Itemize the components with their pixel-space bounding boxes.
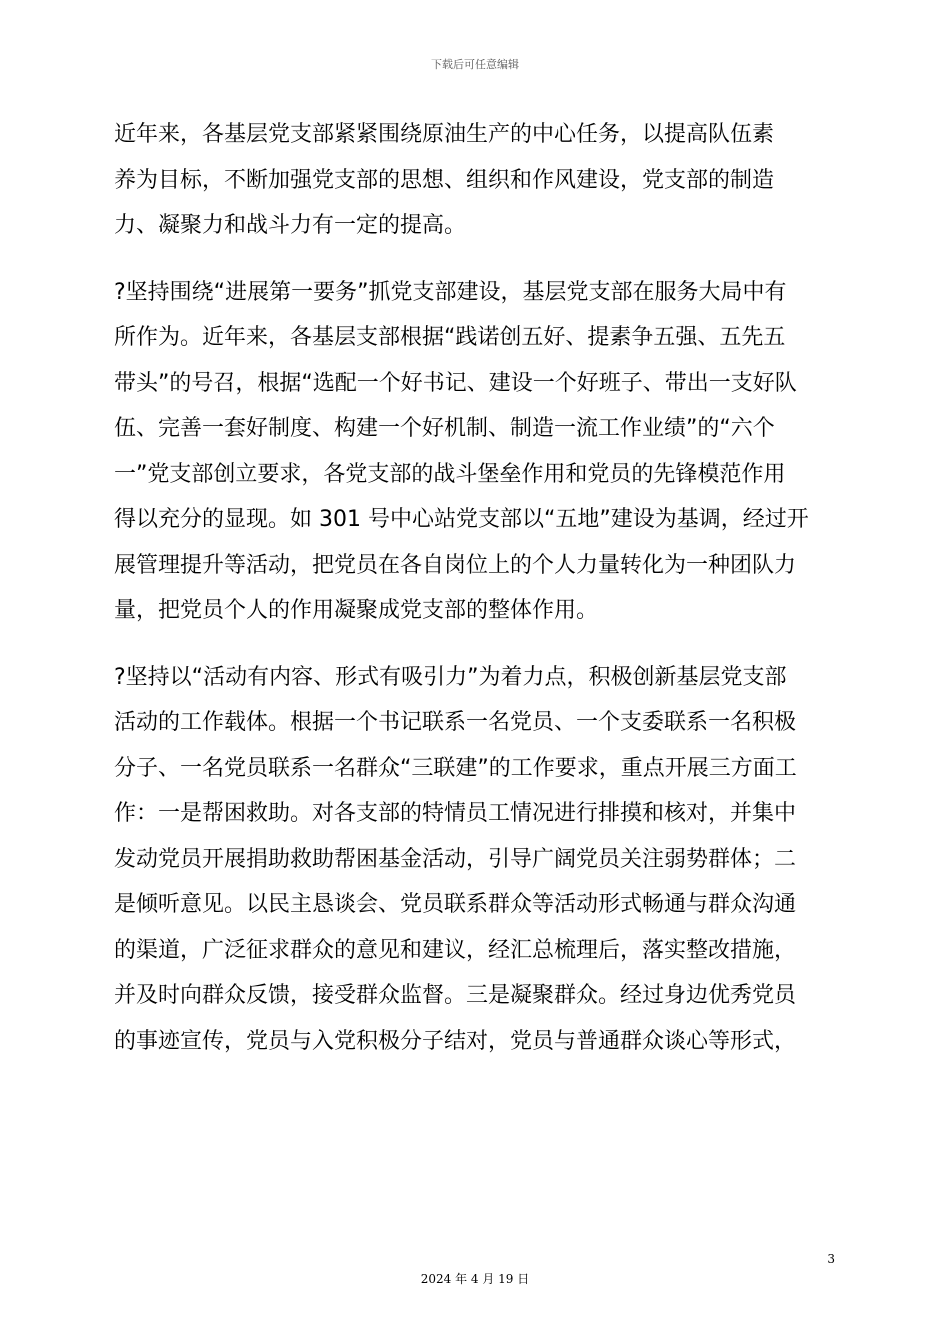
page-footer-date: 2024 年 4 月 19 日 bbox=[420, 1272, 530, 1286]
text-line: 活动的工作载体。根据一个书记联系一名党员、一个支委联系一名积极 bbox=[114, 710, 797, 735]
text-line: 近年来，各基层党支部紧紧围绕原油生产的中心任务，以提高队伍素 bbox=[114, 122, 775, 147]
text-line: 分子、一名党员联系一名群众“三联建”的工作要求，重点开展三方面工 bbox=[114, 755, 797, 781]
text-line: 的渠道，广泛征求群众的意见和建议，经汇总梳理后，落实整改措施， bbox=[114, 937, 797, 963]
text-line: 发动党员开展捐助救助帮困基金活动，引导广阔党员关注弱势群体；二 bbox=[114, 846, 797, 872]
text-line: 得以充分的显现。如 301 号中心站党支部以“五地”建设为基调，经过开 bbox=[114, 507, 809, 532]
text-line: ?坚持围绕“进展第一要务”抓党支部建设，基层党支部在服务大局中有 bbox=[114, 279, 787, 305]
text-line: 作：一是帮困救助。对各支部的特情员工情况进行排摸和核对，并集中 bbox=[114, 801, 797, 826]
text-line: 所作为。近年来，各基层支部根据“践诺创五好、提素争五强、五先五 bbox=[114, 325, 786, 350]
document-body bbox=[114, 112, 836, 1085]
text-line: 一”党支部创立要求，各党支部的战斗堡垒作用和党员的先锋模范作用 bbox=[114, 461, 786, 487]
text-line: 养为目标，不断加强党支部的思想、组织和作风建设，党支部的制造 bbox=[114, 167, 775, 193]
text-line: 的事迹宣传，党员与入党积极分子结对，党员与普通群众谈心等形式， bbox=[114, 1028, 797, 1054]
text-line: 力、凝聚力和战斗力有一定的提高。 bbox=[114, 213, 467, 238]
text-line: 量，把党员个人的作用凝聚成党支部的整体作用。 bbox=[114, 598, 599, 623]
text-line: 是倾听意见。以民主恳谈会、党员联系群众等活动形式畅通与群众沟通 bbox=[114, 892, 797, 917]
text-line: 伍、完善一套好制度、构建一个好机制、制造一流工作业绩”的“六个 bbox=[114, 416, 775, 441]
page-header: 下载后可任意编辑 bbox=[431, 58, 519, 71]
text-line: ?坚持以“活动有内容、形式有吸引力”为着力点，积极创新基层党支部 bbox=[114, 664, 787, 690]
paragraph-2 bbox=[114, 270, 836, 634]
text-line: 带头”的号召，根据“选配一个好书记、建设一个好班子、带出一支好队 bbox=[114, 370, 797, 396]
text-line: 并及时向群众反馈，接受群众监督。三是凝聚群众。经过身边优秀党员 bbox=[114, 983, 797, 1008]
paragraph-1 bbox=[114, 112, 836, 249]
text-line: 展管理提升等活动，把党员在各自岗位上的个人力量转化为一种团队力 bbox=[114, 552, 797, 578]
page-number: 3 bbox=[827, 1252, 835, 1266]
paragraph-3 bbox=[114, 655, 836, 1065]
